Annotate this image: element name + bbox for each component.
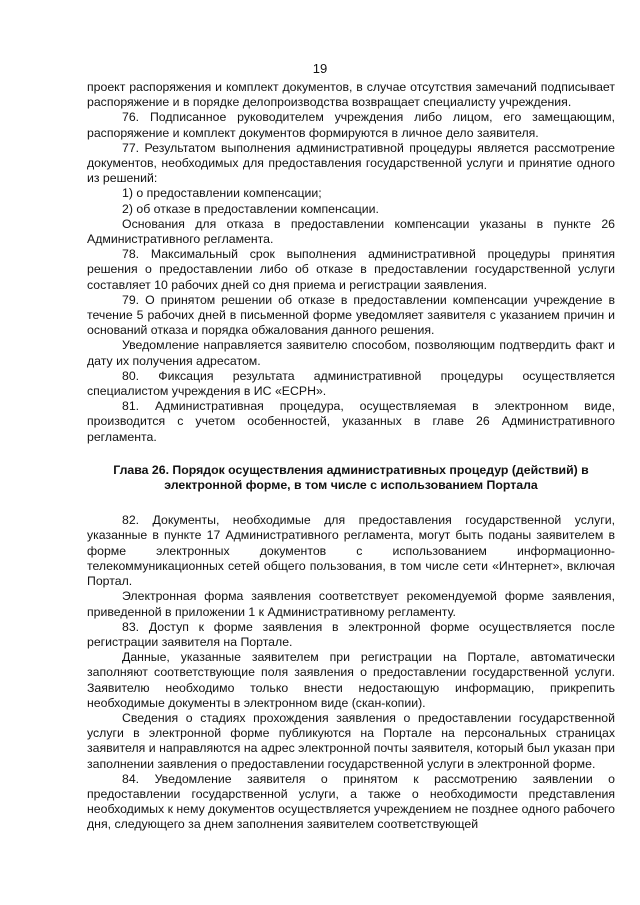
paragraph: 1) о предоставлении компенсации; (122, 186, 322, 201)
paragraph: 84. Уведомление заявителя о принятом к рассмотрению заявлении о предоставлении государственной услуги, а также о необходимости представления необходимых к нему документов осуществляется учреждением не позднее одного рабочего дня, следующего за днем заполнения заявителем соответствующей (87, 771, 616, 832)
paragraph: 78. Максимальный срок выполнения административной процедуры принятия решения о предоставлении либо об отказе в предоставлении государственной услуги составляет 10 рабочих дней со дня приема и регистрации заявления. (87, 247, 615, 292)
paragraph: 82. Документы, необходимые для предоставления государственной услуги, указанные в пункте 17 Административного регламента, могут быть поданы заявителем в форме электронных документов с использованием информационно-телекоммуникационных сетей общего пользования, в том числе сети «Интернет», включая Портал. (87, 513, 615, 589)
chapter-title: Глава 26. Порядок осуществления административных процедур (действий) в электронной форме, в том числе с использованием Портала (113, 462, 589, 493)
paragraph: Уведомление направляется заявителю способом, позволяющим подтвердить факт и дату их получения адресатом. (87, 338, 615, 368)
paragraph: Электронная форма заявления соответствует рекомендуемой форме заявления, приведенной в приложении 1 к Административному регламенту. (87, 589, 615, 619)
paragraph: Данные, указанные заявителем при регистрации на Портале, автоматически заполняют соответствующие поля заявления о предоставлении государственной услуги. Заявителю необходимо только внести недостающую информацию, прикрепить необходимые документы в электронном виде (скан-копии). (87, 650, 615, 710)
paragraph: 79. О принятом решении об отказе в предоставлении компенсации учреждение в течение 5 рабочих дней в письменной форме уведомляет заявителя с указанием причин и оснований отказа и порядка обжалования данного решения. (87, 292, 615, 338)
paragraph: 83. Доступ к форме заявления в электронной форме осуществляется после регистрации заявителя на Портале. (87, 619, 615, 649)
paragraph: 81. Административная процедура, осуществляемая в электронном виде, производится с учетом особенностей, указанных в главе 26 Административного регламента. (87, 399, 615, 444)
page-number: 19 (312, 61, 328, 76)
paragraph: 77. Результатом выполнения административной процедуры является рассмотрение документов, необходимых для предоставления государственной услуги и принятие одного из решений: (87, 140, 615, 186)
section-before-chapter (87, 80, 615, 445)
paragraph: Сведения о стадиях прохождения заявления о предоставлении государственной услуги в электронной форме публикуются на Портале на персональных страницах заявителя и направляются на адрес электронной почты заявителя, который был указан при заполнении заявления о предоставлении государственной услуги в электронной форме. (87, 710, 615, 771)
paragraph: 80. Фиксация результата административной процедуры осуществляется специалистом учреждения в ИС «ЕСРН». (87, 368, 615, 399)
section-after-chapter (87, 513, 615, 832)
paragraph: 2) об отказе в предоставлении компенсации. (122, 201, 379, 216)
document-body (87, 80, 615, 833)
paragraph: проект распоряжения и комплект документов, в случае отсутствия замечаний подписывает распоряжение и в порядке делопроизводства возвращает специалисту учреждения. (87, 80, 615, 110)
paragraph: Основания для отказа в предоставлении компенсации указаны в пункте 26 Административного регламента. (87, 216, 615, 247)
paragraph: 76. Подписанное руководителем учреждения либо лицом, его замещающим, распоряжение и комплект документов формируются в личное дело заявителя. (87, 110, 615, 140)
